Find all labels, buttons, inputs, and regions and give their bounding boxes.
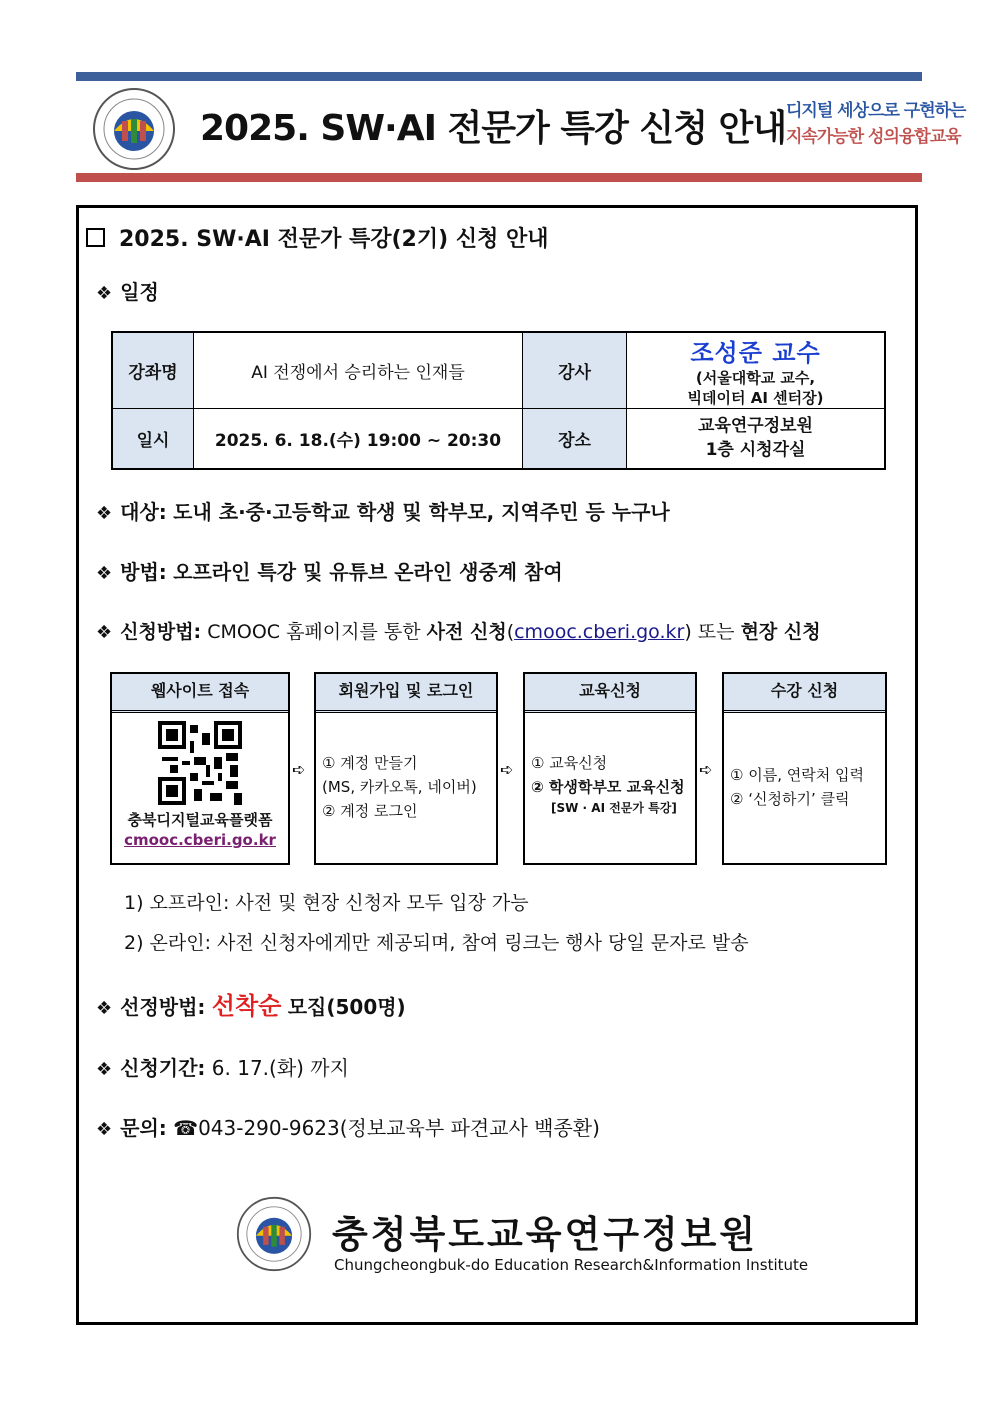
note-online: 2) 온라인: 사전 신청자에게만 제공되며, 참여 링크는 행사 당일 문자로 발송	[124, 932, 749, 954]
checkbox-square-icon	[86, 228, 105, 247]
phone-icon: ☎	[173, 1116, 199, 1140]
schedule-heading: ❖ 일정	[96, 280, 159, 304]
header-bottom-bar	[76, 173, 922, 182]
slogan-line2: 지속가능한 성의융합교육	[786, 127, 961, 147]
arrow-right-icon: ➪	[699, 760, 713, 779]
table-row	[112, 409, 885, 469]
schedule-table	[111, 331, 886, 470]
course-title: AI 전쟁에서 승리하는 인재들	[194, 332, 523, 409]
apply-line: ❖ 신청방법: CMOOC 홈페이지를 통한 사전 신청(cmooc.cberi.go.kr) 또는 현장 신청	[96, 621, 821, 643]
course-header: 강좌명	[112, 332, 194, 409]
diamond-bullet-icon: ❖	[96, 283, 113, 304]
instructor-affiliation-1: (서울대학교 교수,	[695, 369, 816, 387]
table-row	[112, 332, 885, 409]
place-line2: 1층 시청각실	[705, 440, 806, 461]
qr-code-icon[interactable]	[158, 721, 242, 805]
header-top-bar	[76, 72, 922, 81]
platform-name: 충북디지털교육플랫폼	[127, 811, 273, 829]
cmooc-link[interactable]: cmooc.cberi.go.kr	[514, 621, 685, 643]
slogan-line1: 디지털 세상으로 구현하는	[786, 101, 966, 121]
org-name-korean: 충청북도교육연구정보원	[332, 1213, 759, 1256]
diamond-bullet-icon: ❖	[96, 563, 113, 584]
datetime-value: 2025. 6. 18.(수) 19:00 ~ 20:30	[194, 409, 523, 469]
instructor-name: 조성준 교수	[690, 339, 821, 367]
section-title: 2025. SW·AI 전문가 특강(2기) 신청 안내	[86, 222, 549, 253]
page-title: 2025. SW·AI 전문가 특강 신청 안내	[200, 108, 787, 149]
diamond-bullet-icon: ❖	[96, 1059, 113, 1080]
selection-line: ❖ 선정방법: 선착순 모집(500명)	[96, 992, 406, 1020]
place-header: 장소	[523, 409, 627, 469]
org-name-english: Chungcheongbuk-do Education Research&Information Institute	[334, 1256, 809, 1274]
method-line: ❖ 방법: 오프라인 특강 및 유튜브 온라인 생중계 참여	[96, 560, 563, 584]
diamond-bullet-icon: ❖	[96, 622, 113, 643]
diamond-bullet-icon: ❖	[96, 503, 113, 524]
step-title: 웹사이트 접속	[112, 674, 288, 713]
institute-seal-icon	[236, 1196, 312, 1272]
platform-link[interactable]: cmooc.cberi.go.kr	[124, 831, 276, 849]
step-title: 회원가입 및 로그인	[316, 674, 496, 713]
instructor-cell	[627, 332, 886, 409]
step-enroll: 수강 신청 ① 이름, 연락처 입력 ② ‘신청하기’ 클릭	[722, 672, 887, 865]
place-line1: 교육연구정보원	[698, 416, 813, 437]
contact-line: ❖ 문의: ☎043-290-9623(정보교육부 파견교사 백종환)	[96, 1116, 600, 1140]
step-title: 교육신청	[525, 674, 695, 713]
arrow-right-icon: ➪	[500, 760, 514, 779]
diamond-bullet-icon: ❖	[96, 1119, 113, 1140]
instructor-affiliation-2: 빅데이터 AI 센터장)	[687, 389, 824, 407]
place-cell	[627, 409, 886, 469]
target-line: ❖ 대상: 도내 초·중·고등학교 학생 및 학부모, 지역주민 등 누구나	[96, 500, 670, 524]
step-website	[110, 672, 290, 865]
step-signup: 회원가입 및 로그인 ① 계정 만들기 (MS, 카카오톡, 네이버) ② 계정 로그인	[314, 672, 498, 865]
arrow-right-icon: ➪	[292, 760, 306, 779]
step-education: 교육신청 ① 교육신청 ② 학생학부모 교육신청 [SW · AI 전문가 특강]	[523, 672, 697, 865]
step-title: 수강 신청	[724, 674, 885, 713]
datetime-header: 일시	[112, 409, 194, 469]
institute-seal-icon	[92, 87, 176, 171]
diamond-bullet-icon: ❖	[96, 998, 113, 1019]
period-line: ❖ 신청기간: 6. 17.(화) 까지	[96, 1056, 349, 1080]
first-come-highlight: 선착순	[211, 992, 282, 1020]
slogan	[786, 98, 965, 150]
note-offline: 1) 오프라인: 사전 및 현장 신청자 모두 입장 가능	[124, 892, 529, 914]
instructor-header: 강사	[523, 332, 627, 409]
